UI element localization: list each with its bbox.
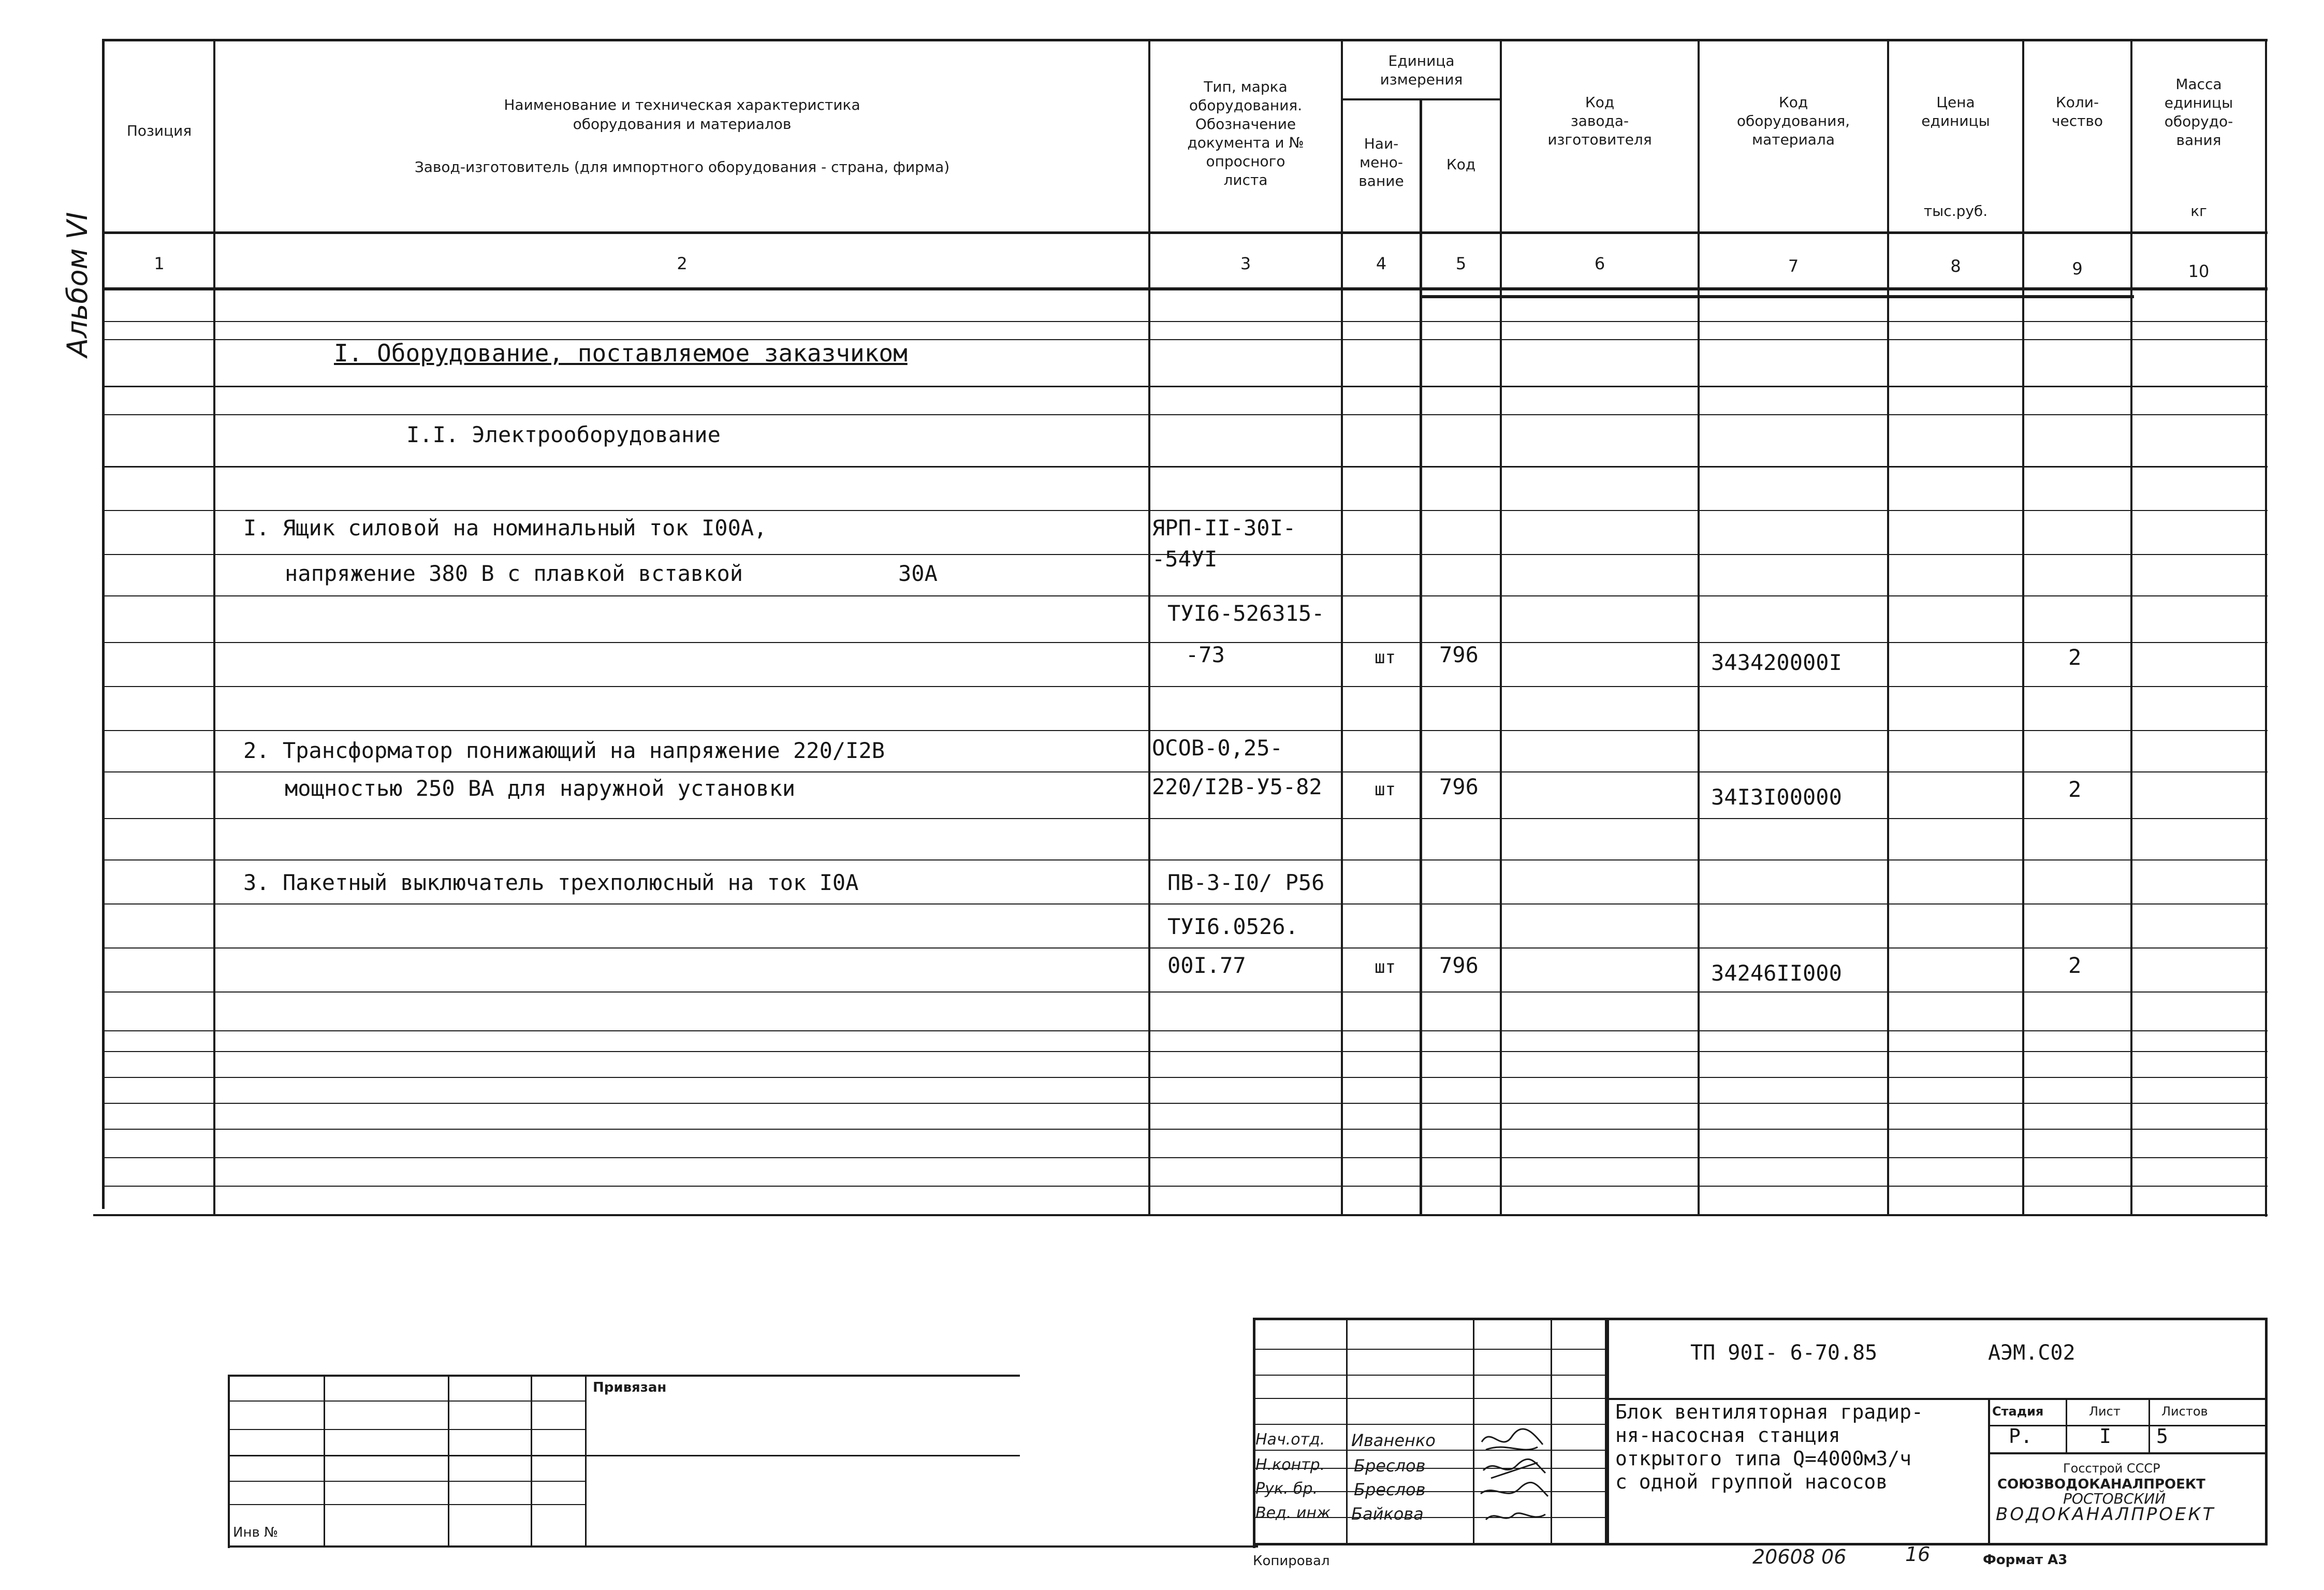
item2-name-line1: 2. Трансформатор понижающий на напряжение 220/I2В xyxy=(243,738,885,763)
col-header-type: Тип, марка оборудования. Обозначение документа и № опросного листа xyxy=(1187,78,1304,188)
item1-name-line1: I. Ящик силовой на номинальный ток I00А, xyxy=(243,515,767,541)
organization-line2: СОЮЗВОДОКАНАЛПРОЕКТ xyxy=(1997,1477,2205,1492)
column-number: 8 xyxy=(1950,256,1961,276)
section-title-text: I. Оборудование, поставляемое заказчиком xyxy=(334,339,908,367)
column-number: 10 xyxy=(2188,261,2210,281)
column-number: 5 xyxy=(1455,254,1467,273)
col-header-position: Позиция xyxy=(126,122,192,139)
organization-line4: ВОДОКАНАЛПРОЕКТ xyxy=(1996,1504,2216,1525)
inventory-number-label: Инв № xyxy=(233,1525,279,1540)
col-header-manufacturer: Завод-изготовитель (для импортного оборудования - страна, фирма) xyxy=(414,158,950,176)
name-norm-control: Бреслов xyxy=(1354,1456,1426,1476)
col-header-name-line1: Наименование и техническая характеристика xyxy=(504,96,860,113)
column-number: 6 xyxy=(1594,254,1605,273)
stage-label: Стадия xyxy=(1992,1404,2044,1419)
project-title-line1: Блок вентиляторная градир- xyxy=(1615,1401,1923,1423)
col-header-mass-unit: кг xyxy=(2190,202,2207,220)
project-title-line3: открытого типа Q=4000м3/ч xyxy=(1615,1447,1911,1470)
col-header-mass: Масса единицы оборудо- вания xyxy=(2164,76,2233,149)
item2-name-line2: мощностью 250 ВА для наружной установки xyxy=(285,776,796,801)
stage-value: Р. xyxy=(2009,1425,2033,1448)
page-number: 16 xyxy=(1905,1543,1931,1566)
item3-type-line3: 00I.77 xyxy=(1167,953,1246,978)
item3-unit-code: 796 xyxy=(1439,953,1479,978)
name-head-of-department: Иваненко xyxy=(1351,1431,1436,1450)
column-number: 4 xyxy=(1376,254,1387,273)
column-number: 2 xyxy=(677,254,688,273)
col-header-unit-code: Код xyxy=(1446,156,1476,173)
archive-number: 20608 06 xyxy=(1752,1545,1847,1568)
sheets-value: 5 xyxy=(2156,1425,2168,1448)
organization-line1: Госстрой СССР xyxy=(2063,1461,2160,1476)
item3-type-line2: ТУI6.0526. xyxy=(1167,914,1298,939)
item2-type-line1: ОСОВ-0,25- xyxy=(1152,735,1283,761)
col-header-quantity: Коли- чество xyxy=(2051,94,2103,129)
col-header-price-unit: тыс.руб. xyxy=(1923,202,1988,220)
item1-type-line4: -73 xyxy=(1186,642,1225,667)
sheets-label: Листов xyxy=(2161,1404,2208,1419)
margin-album-label: Альбом VI xyxy=(61,212,94,357)
col-header-unit-name: Наи- мено- вание xyxy=(1358,135,1404,189)
column-number: 7 xyxy=(1788,256,1799,276)
item3-name-line1: 3. Пакетный выключатель трехполюсный на ток I0А xyxy=(243,870,859,895)
item3-material-code: 34246II000 xyxy=(1711,960,1842,986)
sheet-label: Лист xyxy=(2089,1404,2121,1419)
col-header-manufacturer-code: Код завода- изготовителя xyxy=(1547,94,1652,148)
doc-code: ТП 90I- 6-70.85 xyxy=(1690,1341,1878,1365)
signatures xyxy=(1475,1421,1553,1543)
organization-line3: РОСТОВСКИЙ xyxy=(2063,1490,2166,1507)
role-team-lead: Рук. бр. xyxy=(1255,1480,1318,1498)
item3-type-line1: ПВ-3-I0/ Р56 xyxy=(1167,870,1325,895)
item1-quantity: 2 xyxy=(2068,645,2082,670)
sheet-code: АЭМ.С02 xyxy=(1988,1341,2075,1365)
item1-name-line2: напряжение 380 В с плавкой вставкой xyxy=(285,561,743,586)
name-lead-engineer: Байкова xyxy=(1351,1504,1424,1524)
item2-unit-code: 796 xyxy=(1439,774,1479,799)
item2-material-code: 34I3I00000 xyxy=(1711,784,1842,810)
col-header-price: Цена единицы xyxy=(1921,94,1990,129)
col-header-name-line2: оборудования и материалов xyxy=(573,115,792,133)
paper-format: Формат А3 xyxy=(1983,1552,2068,1568)
item1-material-code: 343420000I xyxy=(1711,650,1842,675)
item3-quantity: 2 xyxy=(2068,953,2082,978)
subsection-title: I.I. Электрооборудование xyxy=(406,422,721,447)
col-header-unit-group: Единица измерения xyxy=(1380,52,1463,88)
item1-unit: шт xyxy=(1375,647,1396,668)
item1-type-line2: -54УI xyxy=(1152,546,1218,572)
project-title-line4: с одной группой насосов xyxy=(1615,1470,1888,1493)
column-number: 1 xyxy=(154,254,165,273)
column-number: 3 xyxy=(1240,254,1251,273)
item3-unit: шт xyxy=(1375,957,1396,978)
role-lead-engineer: Вед. инж xyxy=(1255,1504,1331,1522)
sheet-value: I xyxy=(2099,1425,2111,1448)
item1-unit-code: 796 xyxy=(1439,642,1479,667)
item2-quantity: 2 xyxy=(2068,777,2082,802)
column-number: 9 xyxy=(2072,259,2083,279)
section-title xyxy=(334,339,908,367)
copied-by-label: Копировал xyxy=(1253,1553,1330,1569)
col-header-material-code: Код оборудования, материала xyxy=(1736,94,1850,148)
item2-type-line2: 220/I2В-У5-82 xyxy=(1152,774,1322,799)
item1-type-line3: ТУI6-526315- xyxy=(1167,601,1325,626)
item2-unit: шт xyxy=(1375,779,1396,800)
role-head-of-department: Нач.отд. xyxy=(1255,1431,1325,1449)
binding-label: Привязан xyxy=(593,1380,667,1395)
item1-type-line1: ЯРП-II-30I- xyxy=(1152,515,1296,541)
role-norm-control: Н.контр. xyxy=(1255,1456,1325,1474)
name-team-lead: Бреслов xyxy=(1354,1480,1426,1499)
project-title-line2: ня-насосная станция xyxy=(1615,1424,1840,1447)
item1-fuse: 30А xyxy=(898,561,938,586)
